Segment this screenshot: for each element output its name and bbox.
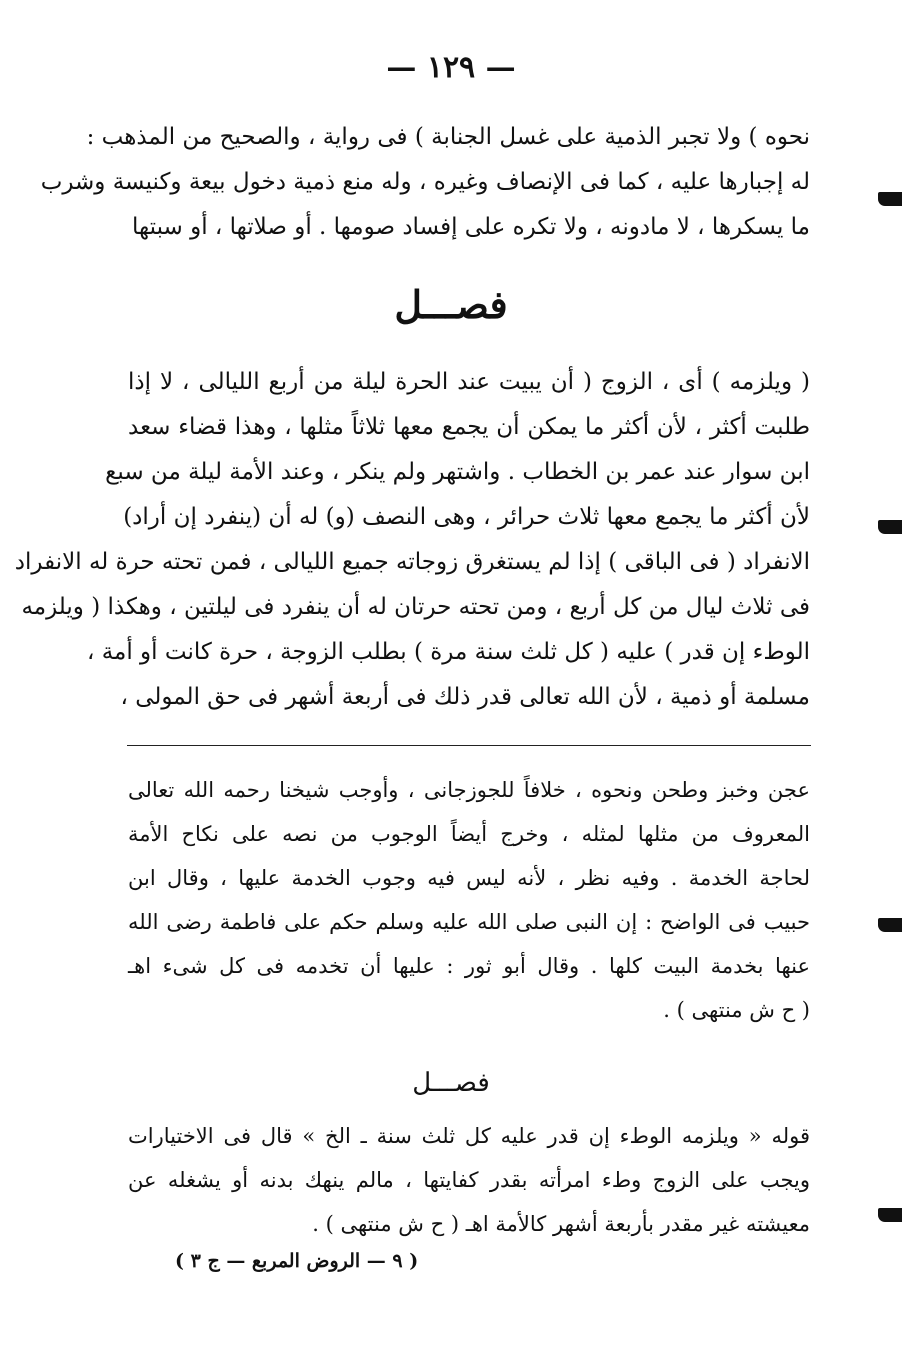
footnote-heading: فصـــل [412, 1068, 490, 1098]
footnote-line: قوله « ويلزمه الوطء إن قدر عليه كل ثلث سنة ـ الخ » قال فى الاختيارات [128, 1124, 810, 1148]
footnote-line: معيشته غير مقدر بأربعة أشهر كالأمة اهـ ( ح ش منتهى ) . [312, 1212, 810, 1236]
footnote-line: ويجب على الزوج وطء امرأته بقدر كفايتها ، مالم ينهك بدنه أو يشغله عن [128, 1168, 810, 1192]
footnote-line: لحاجة الخدمة . وفيه نظر ، لأنه ليس فيه وجوب الخدمة عليها ، وقال ابن [128, 866, 810, 890]
footnote-line: عجن وخبز وطحن ونحوه ، خلافاً للجوزجانى ، وأوجب شيخنا رحمه الله تعالى [128, 778, 810, 802]
footnote-line: حبيب فى الواضح : إن النبى صلى الله عليه وسلم حكم على فاطمة رضى الله [128, 910, 810, 934]
text-line: ابن سوار عند عمر بن الخطاب . واشتهر ولم ينكر ، وعند الأمة ليلة من سبع [105, 459, 810, 485]
section-two-text [14, 360, 810, 720]
signature-line: ( ٩ — الروض المربع — ج ٣ ) [175, 1250, 419, 1272]
text-line: له إجبارها عليه ، كما فى الإنصاف وغيره ، وله منع ذمية دخول بيعة وكنيسة وشرب [40, 169, 810, 195]
text-line: مسلمة أو ذمية ، لأن الله تعالى قدر ذلك فى أربعة أشهر فى حق المولى ، [120, 684, 810, 710]
text-line: ( ويلزمه ) أى ، الزوج ( أن يبيت عند الحرة ليلة من أربع الليالى ، لا إذا [128, 369, 810, 395]
page-number: — ١٢٩ — [386, 50, 516, 85]
margin-mark [878, 520, 902, 534]
section-one-text [40, 115, 810, 250]
footnote-divider [127, 745, 811, 746]
text-line: الانفراد ( فى الباقى ) إذا لم يستغرق زوجاته جميع الليالى ، فمن تحته حرة له الانفراد [14, 549, 810, 575]
footnote-line: المعروف من مثلها لمثله ، وخرج أيضاً الوجوب من نصه على نكاح الأمة [128, 822, 810, 846]
text-line: الوطء إن قدر ) عليه ( كل ثلث سنة مرة ) بطلب الزوجة ، حرة كانت أو أمة ، [86, 639, 810, 665]
footnote-two-text [128, 1114, 810, 1246]
text-line: لأن أكثر ما يجمع معها ثلاث حرائر ، وهى النصف (و) له أن (ينفرد إن أراد) [123, 504, 810, 530]
footnote-line: عنها بخدمة البيت كلها . وقال أبو ثور : عليها أن تخدمه فى كل شىء اهـ [128, 954, 810, 978]
text-line: فى ثلاث ليال من كل أربع ، ومن تحته حرتان له أن ينفرد فى ليلتين ، وهكذا ( ويلزمه [21, 594, 810, 620]
footnote-line: ( ح ش منتهى ) . [663, 998, 810, 1022]
footnote-one-text [128, 768, 810, 1032]
margin-mark [878, 1208, 902, 1222]
margin-mark [878, 918, 902, 932]
text-line: ما يسكرها ، لا مادونه ، ولا تكره على إفساد صومها . أو صلاتها ، أو سبتها [132, 214, 810, 240]
text-line: طلبت أكثر ، لأن أكثر ما يمكن أن يجمع معها ثلاثاً مثلها ، وهذا قضاء سعد [128, 414, 810, 440]
margin-mark [878, 192, 902, 206]
section-heading: فصـــل [394, 282, 508, 327]
text-line: نحوه ) ولا تجبر الذمية على غسل الجنابة ) فى رواية ، والصحيح من المذهب : [86, 124, 810, 150]
